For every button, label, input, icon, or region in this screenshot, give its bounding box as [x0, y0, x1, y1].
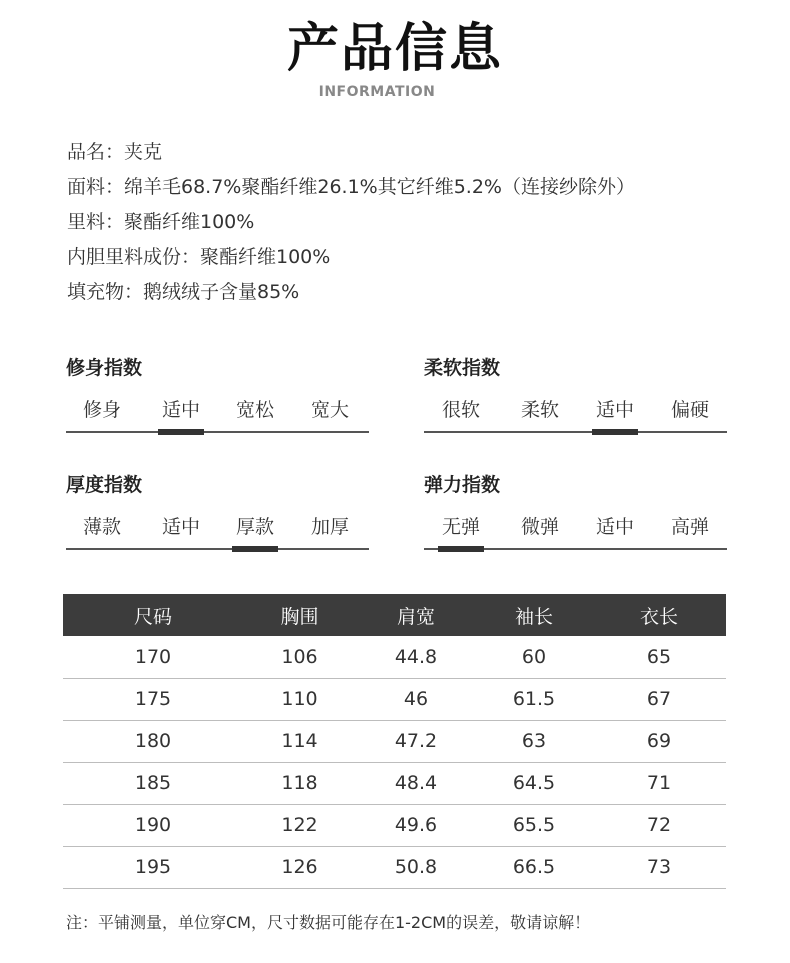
index-option: 宽大 — [311, 399, 350, 421]
index-options — [66, 396, 369, 426]
table-cell: 47.2 — [356, 720, 476, 762]
table-cell: 170 — [63, 636, 243, 678]
table-cell: 180 — [63, 720, 243, 762]
table-cell: 48.4 — [356, 762, 476, 804]
table-cell: 44.8 — [356, 636, 476, 678]
index-option: 适中 — [162, 399, 201, 421]
table-cell: 49.6 — [356, 804, 476, 846]
header-size: 尺码 — [63, 594, 243, 636]
index-option: 适中 — [596, 399, 635, 421]
index-title: 弹力指数 — [424, 474, 501, 496]
index-title: 厚度指数 — [66, 474, 143, 496]
table-cell: 50.8 — [356, 846, 476, 888]
info-product-name: 品名：夹克 — [67, 141, 163, 163]
page-subtitle: INFORMATION — [318, 84, 436, 100]
table-cell: 66.5 — [476, 846, 592, 888]
index-option: 宽松 — [236, 399, 275, 421]
index-option: 微弹 — [521, 516, 560, 538]
index-option: 适中 — [162, 516, 201, 538]
table-header-row — [63, 594, 726, 636]
index-options — [424, 396, 727, 426]
header-chest: 胸围 — [243, 594, 356, 636]
table-row — [63, 762, 726, 804]
index-option: 加厚 — [311, 516, 350, 538]
table-cell: 110 — [243, 678, 356, 720]
table-cell: 73 — [592, 846, 726, 888]
table-cell: 106 — [243, 636, 356, 678]
index-options — [66, 513, 369, 543]
index-option: 无弹 — [442, 516, 481, 538]
table-cell: 114 — [243, 720, 356, 762]
index-scale-line — [66, 548, 369, 550]
header-length: 衣长 — [592, 594, 726, 636]
measurement-note: 注：平铺测量，单位穿CM，尺寸数据可能存在1-2CM的误差，敬请谅解！ — [66, 913, 591, 932]
table-cell: 175 — [63, 678, 243, 720]
table-cell: 46 — [356, 678, 476, 720]
table-cell: 63 — [476, 720, 592, 762]
index-option: 薄款 — [83, 516, 122, 538]
table-row — [63, 678, 726, 720]
table-cell: 118 — [243, 762, 356, 804]
thickness-index — [66, 472, 369, 554]
info-filling: 填充物：鹅绒绒子含量85% — [67, 281, 300, 303]
index-option: 很软 — [442, 399, 481, 421]
table-cell: 190 — [63, 804, 243, 846]
table-cell: 72 — [592, 804, 726, 846]
elasticity-index — [424, 472, 727, 554]
table-row — [63, 846, 726, 888]
index-option: 厚款 — [236, 516, 275, 538]
softness-index — [424, 355, 727, 437]
table-row — [63, 636, 726, 678]
product-info — [67, 138, 635, 313]
table-cell: 185 — [63, 762, 243, 804]
index-title: 柔软指数 — [424, 357, 501, 379]
index-selected-marker — [438, 546, 484, 552]
info-lining: 里料：聚酯纤维100% — [67, 211, 255, 233]
index-selected-marker — [592, 429, 638, 435]
table-cell: 65 — [592, 636, 726, 678]
index-option: 修身 — [83, 399, 122, 421]
index-option: 柔软 — [521, 399, 560, 421]
header-shoulder: 肩宽 — [356, 594, 476, 636]
info-fabric: 面料：绵羊毛68.7%聚酯纤维26.1%其它纤维5.2%（连接纱除外） — [67, 176, 635, 198]
size-table — [63, 594, 726, 889]
index-scale-line — [66, 431, 369, 433]
table-cell: 65.5 — [476, 804, 592, 846]
table-cell: 71 — [592, 762, 726, 804]
header-sleeve: 袖长 — [476, 594, 592, 636]
index-scale-line — [424, 431, 727, 433]
table-cell: 67 — [592, 678, 726, 720]
table-cell: 69 — [592, 720, 726, 762]
index-option: 高弹 — [671, 516, 710, 538]
table-row — [63, 804, 726, 846]
info-inner-lining: 内胆里料成份：聚酯纤维100% — [67, 246, 331, 268]
table-cell: 195 — [63, 846, 243, 888]
table-cell: 126 — [243, 846, 356, 888]
table-cell: 60 — [476, 636, 592, 678]
page-title: 产品信息 — [286, 19, 503, 79]
table-cell: 64.5 — [476, 762, 592, 804]
table-row — [63, 720, 726, 762]
table-cell: 61.5 — [476, 678, 592, 720]
index-option: 适中 — [596, 516, 635, 538]
table-cell: 122 — [243, 804, 356, 846]
index-selected-marker — [232, 546, 278, 552]
index-selected-marker — [158, 429, 204, 435]
fit-index — [66, 355, 369, 437]
index-option: 偏硬 — [671, 399, 710, 421]
index-options — [424, 513, 727, 543]
index-title: 修身指数 — [66, 357, 143, 379]
